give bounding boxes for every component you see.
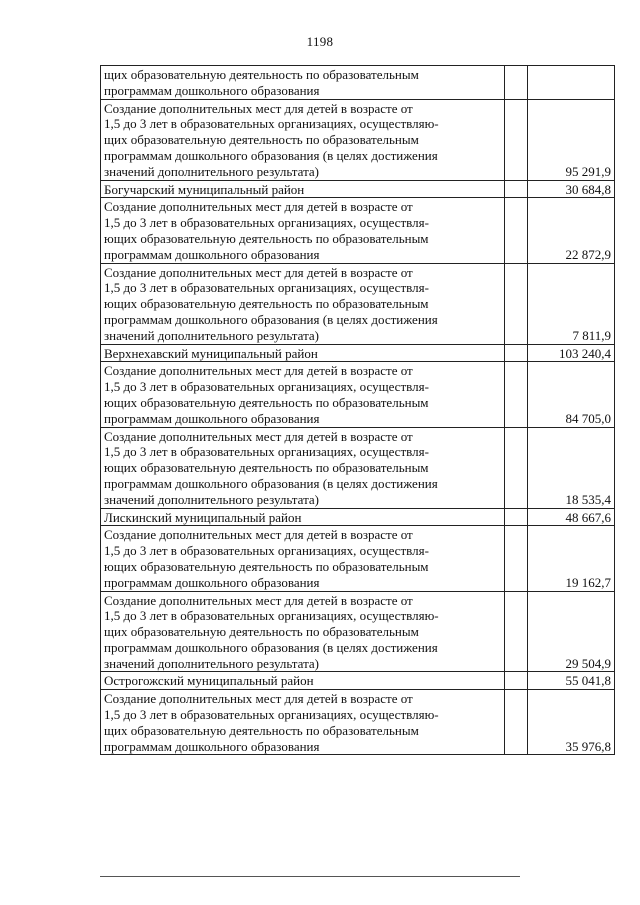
row-name-cell [101, 672, 505, 690]
row-amount: 18 535,4 [528, 427, 615, 508]
row-amount: 30 684,8 [528, 180, 615, 198]
table-row [101, 672, 615, 690]
row-name: Создание дополнительных мест для детей в возрасте от 1,5 до 3 лет в образовательных организациях, осуществля- ющих образовательную деятельность по образовательным программам дошкольного образования [104, 363, 429, 426]
row-name-cell [101, 508, 505, 526]
row-name: Верхнехавский муниципальный район [104, 345, 318, 361]
row-name: щих образовательную деятельность по образовательным программам дошкольного образования [104, 67, 419, 98]
table-row [101, 99, 615, 180]
row-name: Создание дополнительных мест для детей в возрасте от 1,5 до 3 лет в образовательных организациях, осуществля- ющих образовательную деятельность по образовательным программам дошкольного образования (в целях достижения значений дополнительного результата) [104, 428, 438, 507]
row-amount [528, 66, 615, 100]
row-name-cell [101, 99, 505, 180]
budget-table-body [101, 66, 615, 755]
row-amount: 35 976,8 [528, 690, 615, 755]
table-row [101, 66, 615, 100]
row-empty-cell [505, 672, 528, 690]
row-name: Создание дополнительных мест для детей в возрасте от 1,5 до 3 лет в образовательных организациях, осуществля- ющих образовательную деятельность по образовательным программам дошкольного образования (в целях достижения значений дополнительного результата) [104, 264, 438, 343]
row-name-cell [101, 362, 505, 427]
row-name: Создание дополнительных мест для детей в возрасте от 1,5 до 3 лет в образовательных организациях, осуществляю- щих образовательную деятельность по образовательным программам дошкольного образования (в целях достижения значений дополнительного результата) [104, 592, 439, 671]
table-row [101, 690, 615, 755]
table-row [101, 591, 615, 672]
row-empty-cell [505, 344, 528, 362]
row-name: Острогожский муниципальный район [104, 673, 314, 689]
row-amount: 84 705,0 [528, 362, 615, 427]
row-amount: 48 667,6 [528, 508, 615, 526]
row-empty-cell [505, 66, 528, 100]
row-name: Богучарский муниципальный район [104, 181, 305, 197]
page-number: 1198 [306, 34, 334, 49]
row-empty-cell [505, 591, 528, 672]
row-name-cell [101, 526, 505, 591]
row-empty-cell [505, 427, 528, 508]
table-row [101, 180, 615, 198]
row-empty-cell [505, 263, 528, 344]
row-amount: 55 041,8 [528, 672, 615, 690]
row-name: Создание дополнительных мест для детей в возрасте от 1,5 до 3 лет в образовательных организациях, осуществля- ющих образовательную деятельность по образовательным программам дошкольного образования [104, 199, 429, 262]
budget-table [100, 65, 615, 755]
table-row [101, 526, 615, 591]
row-empty-cell [505, 99, 528, 180]
table-row [101, 427, 615, 508]
footer-divider [100, 876, 520, 877]
row-name-cell [101, 690, 505, 755]
row-name: Создание дополнительных мест для детей в возрасте от 1,5 до 3 лет в образовательных организациях, осуществляю- щих образовательную деятельность по образовательным программам дошкольного образования [104, 691, 439, 754]
row-empty-cell [505, 180, 528, 198]
row-name: Создание дополнительных мест для детей в возрасте от 1,5 до 3 лет в образовательных организациях, осуществля- ющих образовательную деятельность по образовательным программам дошкольного образования [104, 527, 429, 590]
row-name-cell [101, 66, 505, 100]
table-row [101, 362, 615, 427]
row-empty-cell [505, 198, 528, 263]
row-empty-cell [505, 526, 528, 591]
row-amount: 95 291,9 [528, 99, 615, 180]
row-name-cell [101, 198, 505, 263]
row-name: Создание дополнительных мест для детей в возрасте от 1,5 до 3 лет в образовательных организациях, осуществляю- щих образовательную деятельность по образовательным программам дошкольного образования (в целях достижения значений дополнительного результата) [104, 100, 439, 179]
row-amount: 103 240,4 [528, 344, 615, 362]
row-empty-cell [505, 690, 528, 755]
table-row [101, 508, 615, 526]
row-amount: 7 811,9 [528, 263, 615, 344]
row-name-cell [101, 344, 505, 362]
row-empty-cell [505, 508, 528, 526]
row-name-cell [101, 427, 505, 508]
row-amount: 22 872,9 [528, 198, 615, 263]
row-name-cell [101, 180, 505, 198]
table-row [101, 198, 615, 263]
row-empty-cell [505, 362, 528, 427]
row-name: Лискинский муниципальный район [104, 509, 302, 525]
row-name-cell [101, 591, 505, 672]
row-amount: 29 504,9 [528, 591, 615, 672]
table-row [101, 263, 615, 344]
row-amount: 19 162,7 [528, 526, 615, 591]
table-row [101, 344, 615, 362]
row-name-cell [101, 263, 505, 344]
